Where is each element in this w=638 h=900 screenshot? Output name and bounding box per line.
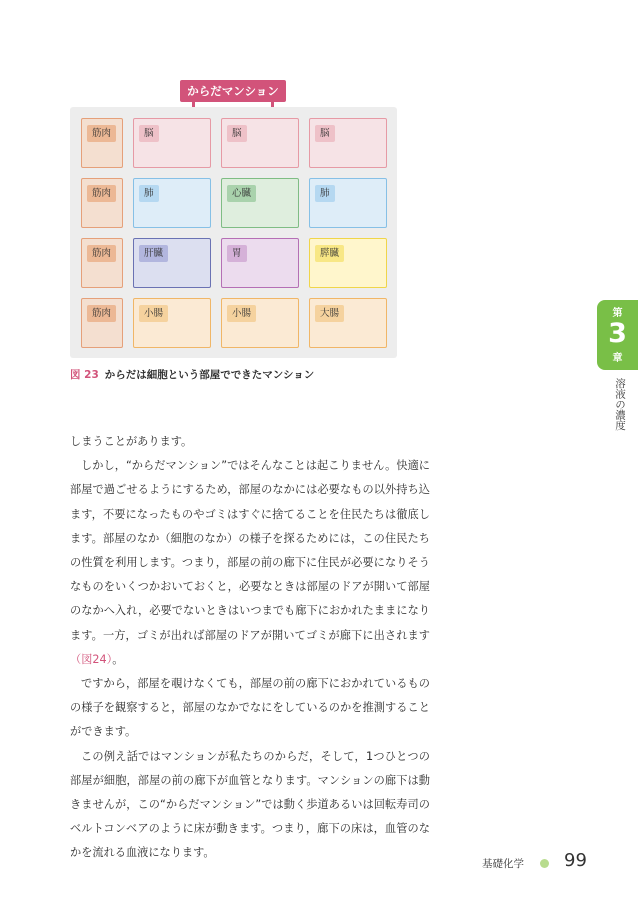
chapter-suffix: 章 [612,353,623,364]
chapter-number: 3 [608,318,627,349]
figure-title-banner: からだマンション [180,80,286,102]
footer-book-title: 基礎化学 [482,858,524,870]
chapter-tab [597,300,638,370]
room-label: 筋肉 [87,305,116,322]
room-label: 小腸 [227,305,256,322]
room-stomach [221,238,299,288]
paragraph: ですから，部屋を覗けなくても，部屋の前の廊下におかれているものの様子を観察すると，部屋のなかでなにをしているのかを推測することができます。 [70,677,430,739]
paragraph-end: 。 [112,652,124,666]
figure-reference-link[interactable]: （図24） [70,652,113,666]
room-muscle [81,238,123,288]
chapter-prefix: 第 [612,308,623,319]
room-large-intestine [309,298,387,348]
paragraph-text: しかし，“からだマンション”ではそんなことは起こりません。快適に部屋で過ごせるようにするため，部屋のなかには必要なもの以外持ち込ます，不要になったものやゴミはすぐに捨てることを住民たちは徹底します。部屋のなか（細胞のなか）の様子を探るためには，この住民たちの性質を利用します。つまり，部屋の前の廊下に住民が必要になりそうなものをいくつかおいておくと，必要なときは部屋のドアが開いて部屋のなかへ入れ，必要でないときはいつまでも廊下におかれたままになります。一方，ゴミが出れば部屋のドアが開いてゴミが廊下に出されます [70,459,430,642]
room-label: 肝臓 [139,245,168,262]
room-label: 肺 [315,185,335,202]
room-muscle [81,178,123,228]
paragraph [70,454,430,672]
room-lung [309,178,387,228]
chapter-title: 溶液の濃度 [614,378,626,431]
room-pancreas [309,238,387,288]
room-brain [309,118,387,168]
room-label: 大腸 [315,305,344,322]
room-label: 脳 [315,125,335,142]
figure-caption-text: からだは細胞という部屋でできたマンション [104,369,315,381]
room-muscle [81,118,123,168]
room-label: 脳 [227,125,247,142]
room-label: 心臓 [227,185,256,202]
room-label: 筋肉 [87,245,116,262]
room-label: 脳 [139,125,159,142]
room-lung [133,178,211,228]
room-brain [133,118,211,168]
room-label: 筋肉 [87,125,116,142]
room-label: 膵臓 [315,245,344,262]
figure-number: 図 23 [70,369,99,381]
room-label: 胃 [227,245,247,262]
footer-dot-icon [540,859,549,868]
room-small-intestine [221,298,299,348]
page-number: 99 [564,850,587,871]
mansion-diagram [70,107,397,358]
room-heart [221,178,299,228]
room-brain [221,118,299,168]
paragraph: この例え話ではマンションが私たちのからだ，そして，1つひとつの部屋が細胞，部屋の前の廊下が血管となります。マンションの廊下は動きませんが，この“からだマンション”では動く歩道あるいは回転寿司のベルトコンベアのように床が動きます。つまり，廊下の床は，血管のなかを流れる血液になります。 [70,749,430,860]
room-liver [133,238,211,288]
body-text [70,430,430,866]
room-label: 小腸 [139,305,168,322]
room-small-intestine [133,298,211,348]
figure-caption [70,367,314,382]
room-label: 筋肉 [87,185,116,202]
room-label: 肺 [139,185,159,202]
room-muscle [81,298,123,348]
paragraph: しまうことがあります。 [70,435,193,448]
